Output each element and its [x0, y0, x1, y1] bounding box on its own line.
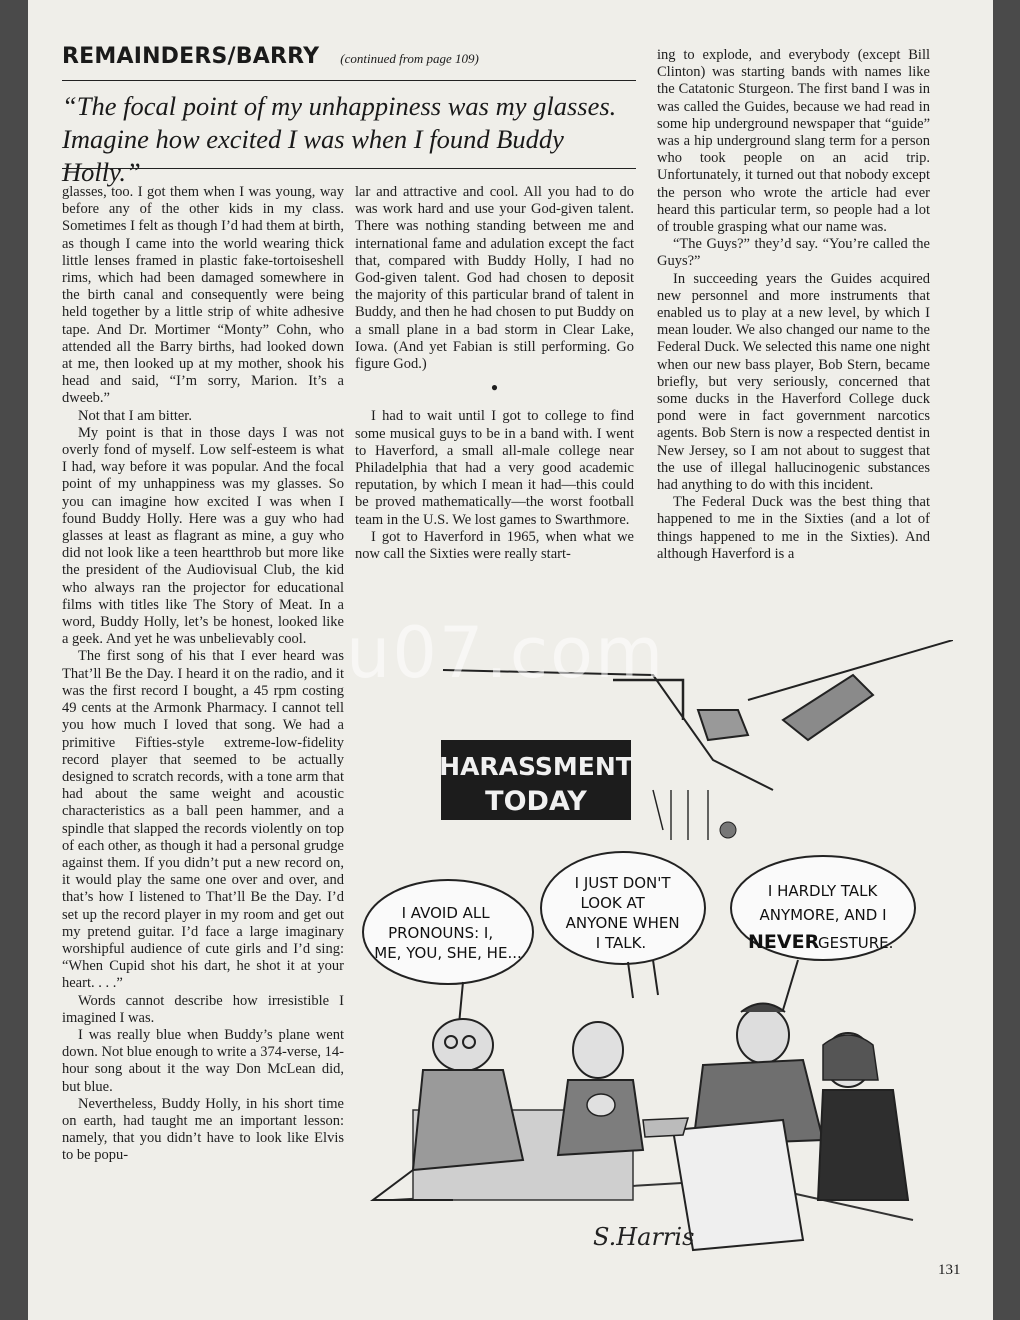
magazine-page [28, 0, 993, 1320]
paragraph: I had to wait until I got to college to find some musical guys to be in a band with. I went to Haverford, a small all-male college near Philadelphia that had a very good academic reputation, by which I mean it had—this could be proved mathematically—the worst football team in the U.S. We lost games to Swarthmore. [355, 408, 634, 528]
figure-middle-man [558, 1022, 643, 1155]
section-title: REMAINDERS/BARRY [62, 44, 320, 69]
section-separator: ● [490, 380, 499, 395]
paragraph: ing to explode, and everybody (except Bill Clinton) was starting bands with names like the Catatonic Sturgeon. The first band I was in was called the Guides, because we had read in some hip underground newspaper that “guide” was a hip underground slang term for a person who took people on an acid trip. Unfortunately, it turned out that nobody except the person who wrote the article had ever heard this particular term, so people had a lot of trouble grasping what our name was. [657, 47, 930, 236]
pull-quote-rule [62, 168, 636, 169]
text-column-1 [62, 184, 344, 1165]
page-number: 131 [938, 1262, 961, 1278]
bubble-middle-line: LOOK AT [580, 894, 645, 912]
cartoon-drawing [353, 640, 953, 1280]
figure-host-woman [818, 1033, 908, 1200]
bubble-left-line: PRONOUNS: I, [388, 924, 494, 942]
bubble-right-line: I HARDLY TALK [767, 882, 878, 900]
coffee-mug-icon [643, 1118, 688, 1137]
paragraph: I got to Haverford in 1965, when what we now call the Sixties were really start- [355, 528, 634, 563]
sign-line-1: HARASSMENT [439, 752, 633, 781]
svg-text:NEVER GESTURE. [748, 931, 893, 953]
bubble-middle-line: I JUST DON'T [574, 874, 671, 892]
paragraph: Not that I am bitter. [78, 407, 192, 424]
bubble-middle-line: I TALK. [595, 934, 647, 952]
pull-quote: “The focal point of my unhappiness was my glasses. Imagine how excited I was when I found Buddy Holly.” [62, 91, 617, 187]
paragraph: Words cannot describe how irresistible I imagined I was. [62, 992, 344, 1026]
cartoonist-signature: S.Harris [593, 1223, 695, 1251]
watermark: u07.com [346, 612, 666, 694]
text-column-3 [657, 47, 930, 563]
paragraph: lar and attractive and cool. All you had to do was work hard and use your God-given talent. There was nothing standing between me and international fame and adulation except the fact that, compared with Buddy Holly, I had no God-given talent. God had chosen to deposit the majority of this particular brand of talent in Buddy, and then he had chosen to put Buddy on a small plane in a bad storm in Clear Lake, Iowa. (And yet Fabian is still performing. Go figure God.) [355, 184, 634, 373]
bubble-middle-line: ANYONE WHEN [565, 914, 680, 932]
studio-light-icon [698, 710, 748, 740]
paragraph: I was really blue when Buddy’s plane went down. Not blue enough to write a 374-verse, 14-hour song about it the way Don McLean did, but blue. [62, 1026, 344, 1095]
paragraph: glasses, too. I got them when I was young, way before any of the other kids in my class. Sometimes I felt as though I’d had them at birth, as though I came into the world wearing thick little lenses framed in plastic fake-tortoiseshell rims, which had been damaged somewhere in the birth canal and consequently were being held together by a little strip of white adhesive tape. And Dr. Mortimer “Monty” Cohn, who attended all the Barry births, had looked down at me, then looked up at my mother, shook his head and said, “I’m sorry, Marion. It’s a dweeb.” [62, 184, 344, 407]
text-column-2 [355, 184, 634, 563]
boom-camera-icon [783, 675, 873, 740]
bubble-left-line: I AVOID ALL [401, 904, 490, 922]
bubble-right-gesture: GESTURE. [818, 934, 894, 952]
continued-note: (continued from page 109) [340, 51, 479, 66]
bubble-right-line: ANYMORE, AND I [759, 906, 887, 924]
sign-line-2: TODAY [485, 786, 587, 817]
paragraph: The Federal Duck was the best thing that happened to me in the Sixties (and a lot of things happened to me in the Sixties). And although Haverford is a [657, 494, 930, 562]
paragraph: My point is that in those days I was not overly fond of myself. Low self-esteem is what I had, way before it was popular. And the focal point of my unhappiness was my glasses. So you can imagine how excited I was when I found Buddy Holly. Here was a guy who had glasses at least as flagrant as mine, a guy who did not look like a teen heartthrob but more like the president of the Audiovisual Club, the kid who always ran the projector for educational films with titles like The Story of Meat. In a word, Buddy Holly, let’s be honest, looked like a geek. And yet he was unbelievably cool. [62, 424, 344, 648]
boom-microphone-icon [720, 822, 736, 838]
paragraph: The first song of his that I ever heard was That’ll Be the Day. I heard it on the radio, and it was the first record I bought, a 45 rpm costing 49 cents at the Armonk Pharmacy. I cannot tell you how much I loved that song. We had a primitive Fifties-style extreme-low-fidelity record player that seemed to be actually designed to scratch records, with a tone arm that had about the same weight and acoustic characteristics as a ball peen hammer, and a spindle that slapped the records violently on top of each other, as though it had a personal grudge against them. If you didn’t put a new record on, it would play the same one over and over, and that’s how I listened to That’ll Be the Day. I’d set up the record player in my room and get out my pretend guitar. I’d face a large imaginary worshipful audience of cute girls and I’d sing: “When Cupid shot his dart, he shot it at your heart. . . .” [62, 648, 344, 992]
bubble-left-line: ME, YOU, SHE, HE... [374, 944, 522, 962]
bubble-right-never: NEVER [748, 931, 820, 953]
paragraph: Nevertheless, Buddy Holly, in his short time on earth, had taught me an important lesson: namely, that you didn’t have to look like Elvis to be popu- [62, 1095, 344, 1164]
paragraph: In succeeding years the Guides acquired new personnel and more instruments that enabled us to play at a new level, by which I mean louder. We also changed our name to the Federal Duck. We selected this name one night when our new bass player, Bob Stern, became briefly, but very seriously, concerned that some ducks in the Haverford College duck pond were in fact government narcotics agents. Bob Stern is now a respected dentist in New Jersey, so I am not about to suggest that the use of illegal hallucinogenic substances had anything to do with this incident. [657, 270, 930, 494]
cartoon-illustration [353, 640, 953, 1280]
page-header [62, 44, 642, 70]
header-rule [62, 80, 636, 81]
paragraph: “The Guys?” they’d say. “You’re called the Guys?” [657, 236, 930, 270]
